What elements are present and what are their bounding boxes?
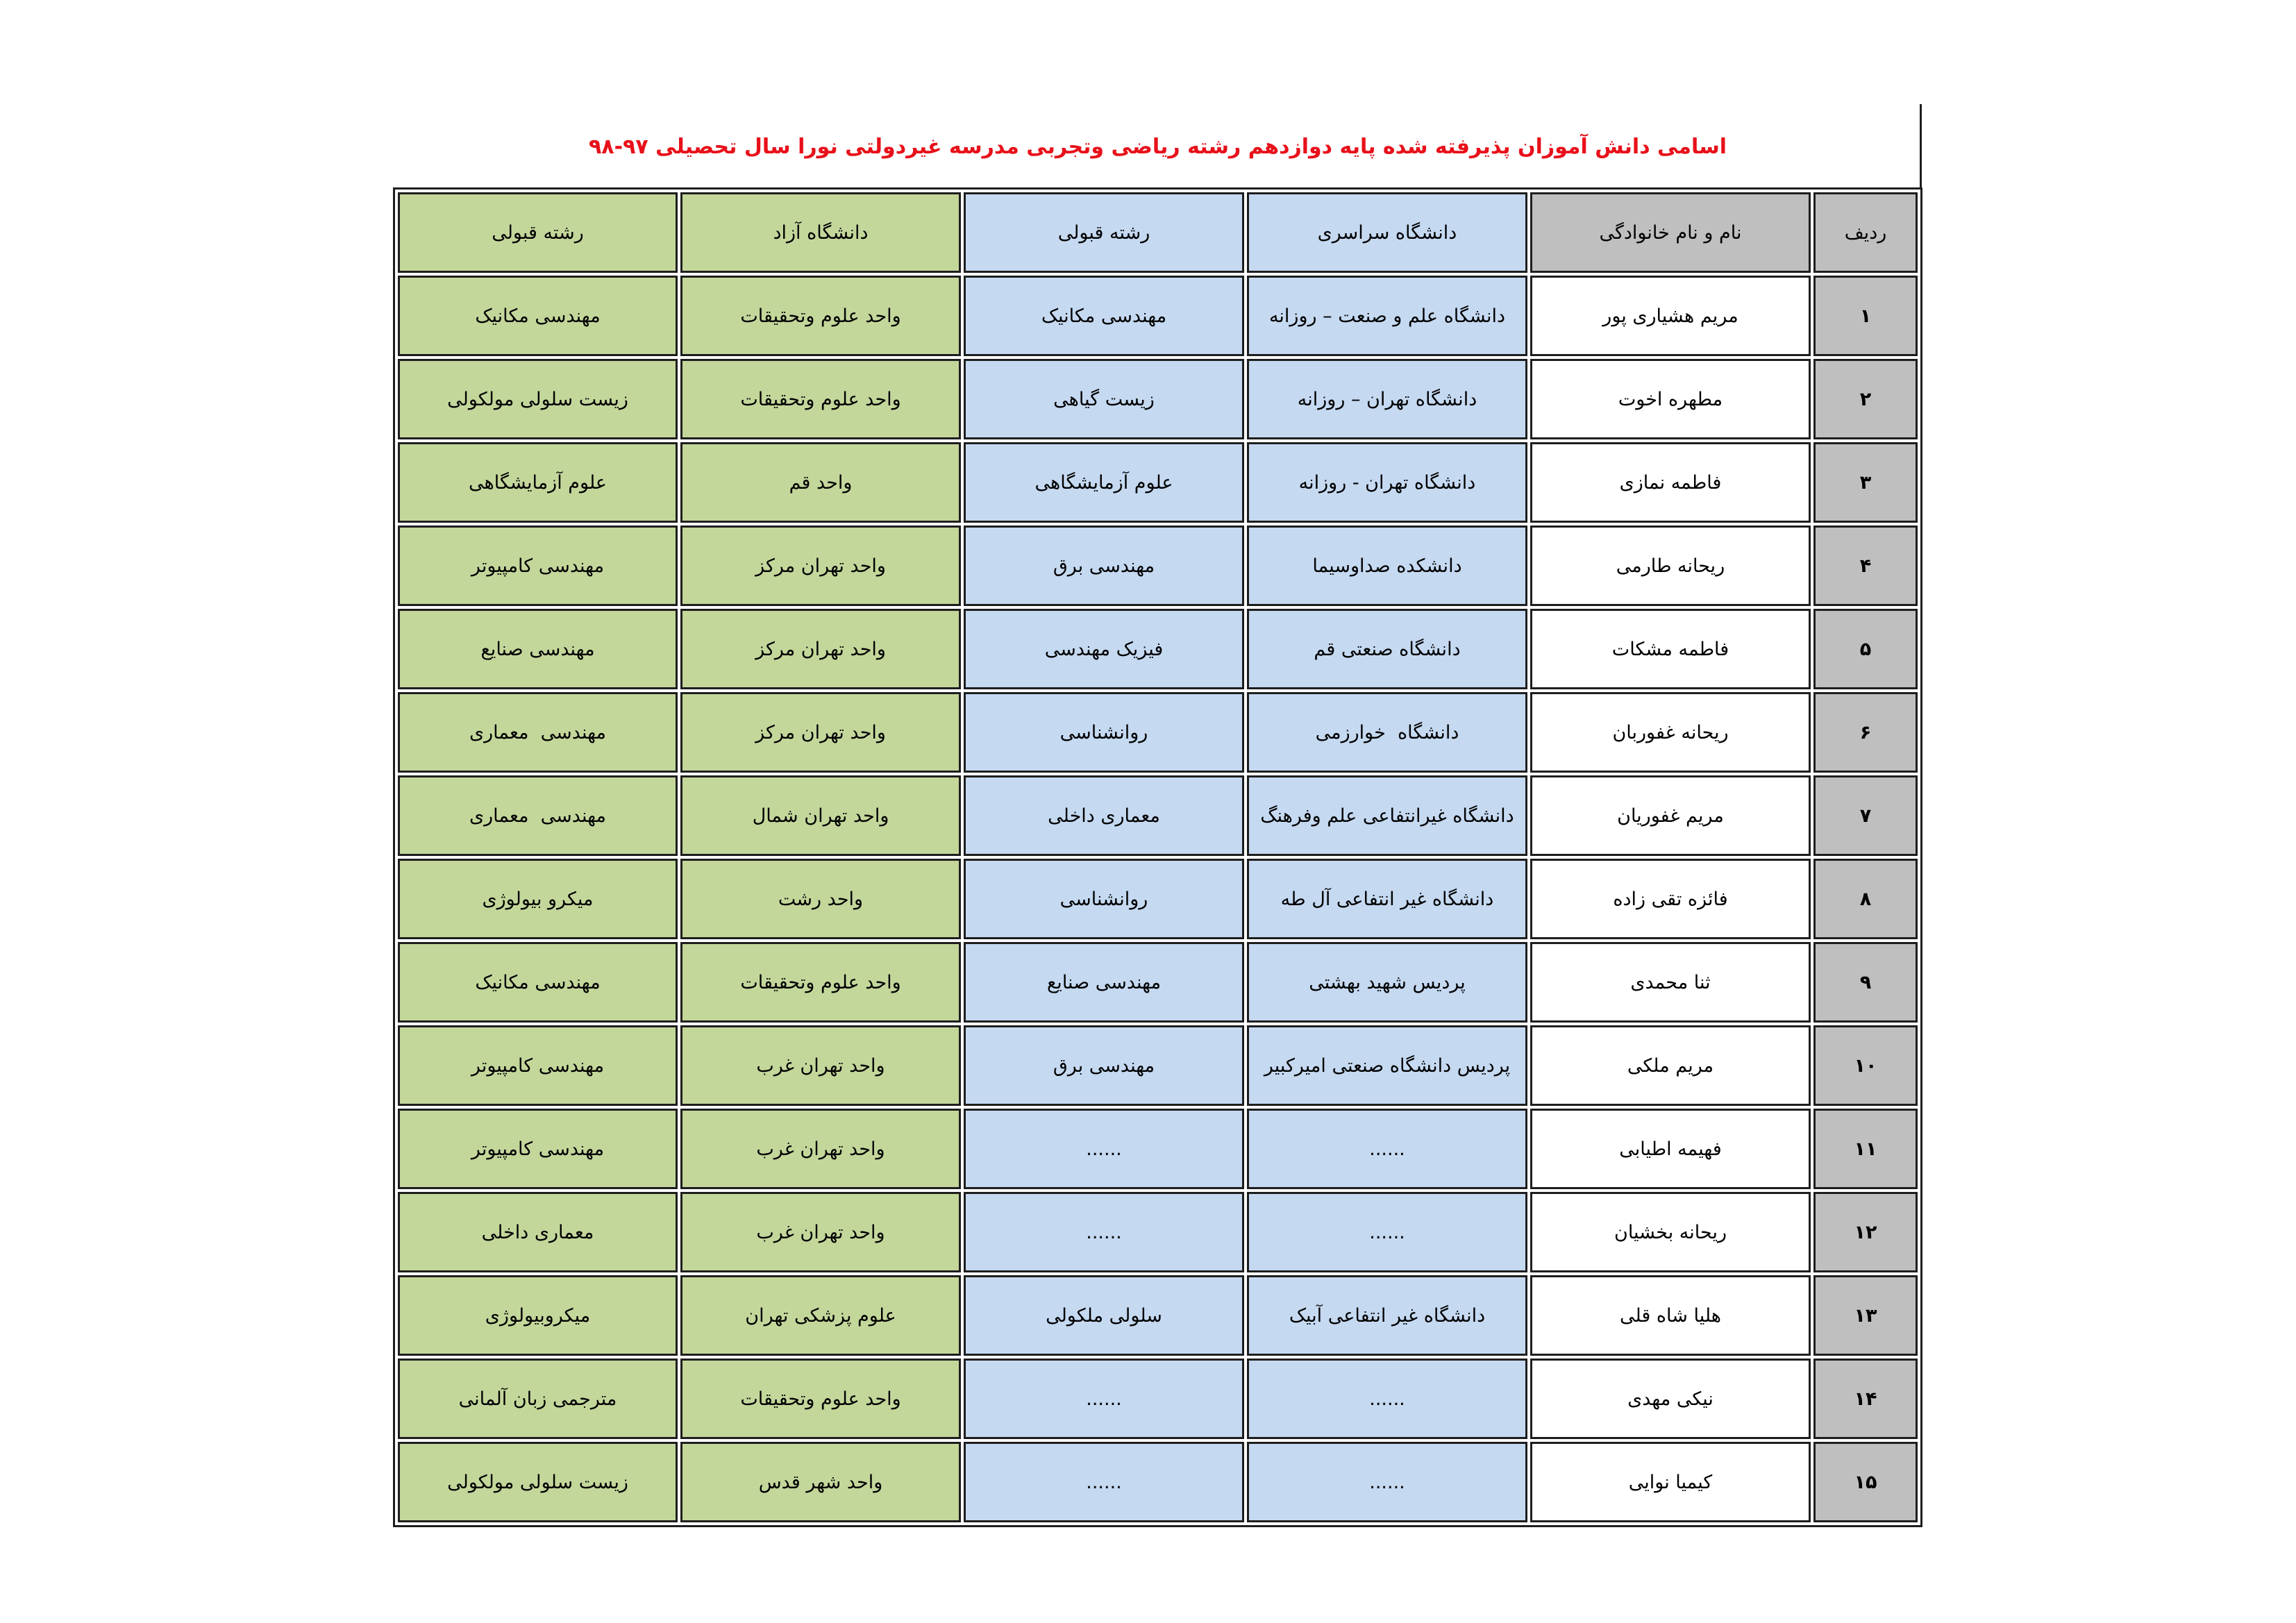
student-name-cell: مریم ملکی xyxy=(1530,1025,1811,1106)
national-university-cell: دانشگاه غیر انتفاعی آبیک xyxy=(1247,1275,1527,1356)
student-name-cell: فاطمه مشکات xyxy=(1530,609,1811,689)
azad-university-cell: واحد قم xyxy=(680,442,961,523)
row-number-cell: ۴ xyxy=(1813,525,1918,606)
table-row xyxy=(398,1192,1918,1272)
national-major-cell: ...... xyxy=(964,1442,1244,1522)
student-name-cell: مریم غفوریان xyxy=(1530,775,1811,856)
row-number-cell: ۱۲ xyxy=(1813,1192,1918,1272)
national-major-cell: روانشناسی xyxy=(964,859,1244,939)
student-name-cell: فهیمه اطیابی xyxy=(1530,1109,1811,1189)
azad-university-cell: واحد علوم وتحقیقات xyxy=(680,359,961,439)
azad-major-cell: میکروبیولوژی xyxy=(398,1275,678,1356)
national-university-cell: دانشگاه غیرانتفاعی علم وفرهنگ xyxy=(1247,775,1527,856)
table-row xyxy=(398,692,1918,773)
header-azad-major: رشته قبولی xyxy=(398,192,678,273)
azad-major-cell: مهندسی معماری xyxy=(398,692,678,773)
national-major-cell: زیست گیاهی xyxy=(964,359,1244,439)
student-name-cell: مطهره اخوت xyxy=(1530,359,1811,439)
student-name-cell: فائزه تقی زاده xyxy=(1530,859,1811,939)
row-number-cell: ۸ xyxy=(1813,859,1918,939)
azad-major-cell: مترجمی زبان آلمانی xyxy=(398,1359,678,1439)
header-azad-university: دانشگاه آزاد xyxy=(680,192,961,273)
student-name-cell: فاطمه نمازی xyxy=(1530,442,1811,523)
national-university-cell: پردیس دانشگاه صنعتی امیرکبیر xyxy=(1247,1025,1527,1106)
row-number-cell: ۶ xyxy=(1813,692,1918,773)
row-number-cell: ۲ xyxy=(1813,359,1918,439)
students-table xyxy=(393,187,1922,1527)
national-major-cell: مهندسی صنایع xyxy=(964,942,1244,1023)
row-number-cell: ۵ xyxy=(1813,609,1918,689)
national-major-cell: مهندسی مکانیک xyxy=(964,276,1244,356)
national-university-cell: دانشگاه تهران - روزانه xyxy=(1247,442,1527,523)
national-university-cell: دانشکده صداوسیما xyxy=(1247,525,1527,606)
national-major-cell: معماری داخلی xyxy=(964,775,1244,856)
azad-university-cell: واحد تهران غرب xyxy=(680,1025,961,1106)
national-major-cell: ...... xyxy=(964,1192,1244,1272)
azad-university-cell: علوم پزشکی تهران xyxy=(680,1275,961,1356)
table-row xyxy=(398,775,1918,856)
table-row xyxy=(398,1442,1918,1522)
row-number-cell: ۱۵ xyxy=(1813,1442,1918,1522)
header-national-university: دانشگاه سراسری xyxy=(1247,192,1527,273)
azad-major-cell: مهندسی مکانیک xyxy=(398,942,678,1023)
row-number-cell: ۷ xyxy=(1813,775,1918,856)
azad-university-cell: واحد تهران غرب xyxy=(680,1109,961,1189)
azad-major-cell: معماری داخلی xyxy=(398,1192,678,1272)
student-name-cell: کیمیا نوایی xyxy=(1530,1442,1811,1522)
student-name-cell: هلیا شاه قلی xyxy=(1530,1275,1811,1356)
azad-major-cell: زیست سلولی مولکولی xyxy=(398,359,678,439)
row-number-cell: ۱۰ xyxy=(1813,1025,1918,1106)
student-name-cell: ریحانه بخشیان xyxy=(1530,1192,1811,1272)
table-row xyxy=(398,859,1918,939)
table-row xyxy=(398,942,1918,1023)
row-number-cell: ۱۳ xyxy=(1813,1275,1918,1356)
row-number-cell: ۱ xyxy=(1813,276,1918,356)
national-university-cell: دانشگاه علم و صنعت – روزانه xyxy=(1247,276,1527,356)
national-university-cell: دانشگاه غیر انتفاعی آل طه xyxy=(1247,859,1527,939)
azad-university-cell: واحد شهر قدس xyxy=(680,1442,961,1522)
national-university-cell: ...... xyxy=(1247,1442,1527,1522)
azad-major-cell: مهندسی صنایع xyxy=(398,609,678,689)
header-national-major: رشته قبولی xyxy=(964,192,1244,273)
national-university-cell: ...... xyxy=(1247,1359,1527,1439)
azad-university-cell: واحد علوم وتحقیقات xyxy=(680,1359,961,1439)
azad-university-cell: واحد تهران مرکز xyxy=(680,609,961,689)
table-row xyxy=(398,1275,1918,1356)
national-university-cell: ...... xyxy=(1247,1109,1527,1189)
student-name-cell: ثنا محمدی xyxy=(1530,942,1811,1023)
azad-major-cell: مهندسی کامپیوتر xyxy=(398,525,678,606)
table-row xyxy=(398,525,1918,606)
table-row xyxy=(398,442,1918,523)
national-university-cell: دانشگاه صنعتی قم xyxy=(1247,609,1527,689)
row-number-cell: ۱۴ xyxy=(1813,1359,1918,1439)
table-row xyxy=(398,1359,1918,1439)
table-row xyxy=(398,1025,1918,1106)
student-name-cell: نیکی مهدی xyxy=(1530,1359,1811,1439)
azad-major-cell: میکرو بیولوژی xyxy=(398,859,678,939)
azad-major-cell: مهندسی کامپیوتر xyxy=(398,1025,678,1106)
national-major-cell: ...... xyxy=(964,1109,1244,1189)
azad-major-cell: علوم آزمایشگاهی xyxy=(398,442,678,523)
national-university-cell: دانشگاه خوارزمی xyxy=(1247,692,1527,773)
national-major-cell: روانشناسی xyxy=(964,692,1244,773)
page-edge-line xyxy=(1920,104,1922,189)
national-university-cell: دانشگاه تهران – روزانه xyxy=(1247,359,1527,439)
national-major-cell: مهندسی برق xyxy=(964,1025,1244,1106)
azad-university-cell: واحد رشت xyxy=(680,859,961,939)
student-name-cell: ریحانه طارمی xyxy=(1530,525,1811,606)
national-major-cell: مهندسی برق xyxy=(964,525,1244,606)
row-number-cell: ۳ xyxy=(1813,442,1918,523)
azad-major-cell: مهندسی معماری xyxy=(398,775,678,856)
table-row xyxy=(398,276,1918,356)
national-major-cell: ...... xyxy=(964,1359,1244,1439)
azad-university-cell: واحد تهران مرکز xyxy=(680,525,961,606)
azad-university-cell: واحد تهران مرکز xyxy=(680,692,961,773)
national-major-cell: سلولی ملکولی xyxy=(964,1275,1244,1356)
row-number-cell: ۱۱ xyxy=(1813,1109,1918,1189)
azad-major-cell: زیست سلولی مولکولی xyxy=(398,1442,678,1522)
table-header xyxy=(398,192,1918,273)
student-name-cell: ریحانه غفوربان xyxy=(1530,692,1811,773)
azad-major-cell: مهندسی کامپیوتر xyxy=(398,1109,678,1189)
national-major-cell: فیزیک مهندسی xyxy=(964,609,1244,689)
table-body xyxy=(398,276,1918,1522)
header-row-number: ردیف xyxy=(1813,192,1918,273)
azad-university-cell: واحد تهران غرب xyxy=(680,1192,961,1272)
national-major-cell: علوم آزمایشگاهی xyxy=(964,442,1244,523)
azad-major-cell: مهندسی مکانیک xyxy=(398,276,678,356)
national-university-cell: پردیس شهید بهشتی xyxy=(1247,942,1527,1023)
azad-university-cell: واحد علوم وتحقیقات xyxy=(680,942,961,1023)
page-title: اسامی دانش آموزان پذیرفته شده پایه دوازدهم رشته ریاضی وتجربی مدرسه غیردولتی نورا سال تحصیلی ۹۷-۹۸ xyxy=(588,135,1727,159)
student-name-cell: مریم هشیاری پور xyxy=(1530,276,1811,356)
azad-university-cell: واحد تهران شمال xyxy=(680,775,961,856)
table-row xyxy=(398,359,1918,439)
table-row xyxy=(398,609,1918,689)
header-row xyxy=(398,192,1918,273)
azad-university-cell: واحد علوم وتحقیقات xyxy=(680,276,961,356)
header-student-name: نام و نام خانوادگی xyxy=(1530,192,1811,273)
row-number-cell: ۹ xyxy=(1813,942,1918,1023)
table-row xyxy=(398,1109,1918,1189)
national-university-cell: ...... xyxy=(1247,1192,1527,1272)
